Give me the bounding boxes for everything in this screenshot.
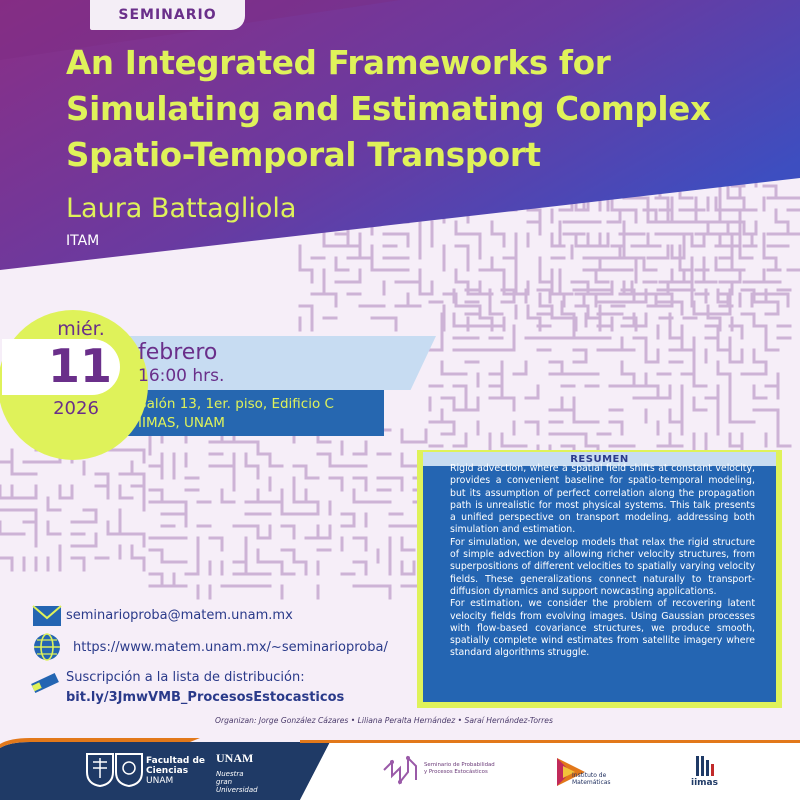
abstract-paragraph: Rigid advection, where a spatial field shifts at constant velocity, provides a convenient baseline for spatio-temporal modeling, but its assumption of perfect correlation along the propagation path is unrealistic for most physical systems. This talk presents a unified perspective on transport modeling, addressing both simulation and estimation.: [450, 463, 755, 536]
fc-logo: [146, 756, 205, 786]
seminar-logo-icon: [380, 750, 424, 790]
logo-text-line: Ciencias: [146, 766, 189, 776]
unam-logo: UNAM: [216, 751, 254, 765]
logo-text-line: Seminario de Probabilidad: [424, 762, 495, 768]
venue-room: Salón 13, 1er. piso, Edificio C: [138, 396, 334, 412]
iimas-logo: iimas: [691, 778, 718, 788]
pencil-icon: [28, 668, 64, 698]
year: 2026: [53, 398, 99, 419]
weekday: miér.: [57, 318, 105, 340]
abstract-paragraph: For estimation, we consider the problem of recovering latent velocity fields from evolving images. Using Gaussian processes with flow-based covariance structures, we produce smooth, spatially complete wind estimates from satellite imagery where standard algorithms struggle.: [450, 598, 755, 659]
subscription-link[interactable]: bit.ly/3JmwVMB_ProcesosEstocasticos: [66, 690, 345, 705]
seminar-tag: SEMINARIO: [90, 0, 245, 30]
logo-text-line: y Procesos Estocásticos: [424, 768, 488, 775]
abstract-text: [450, 463, 755, 660]
title-line: An Integrated Frameworks for: [66, 44, 611, 82]
logo-text-line: Facultad de: [146, 756, 206, 766]
globe-icon: [32, 632, 62, 662]
unam-motto: Nuestra gran Universidad: [216, 770, 258, 794]
day-number: 11: [47, 339, 112, 393]
email-icon: [32, 604, 62, 628]
logo-text-line: Matemáticas: [572, 779, 611, 786]
time: 16:00 hrs.: [138, 366, 225, 386]
venue-institute: IIMAS, UNAM: [138, 415, 225, 431]
month: febrero: [138, 340, 218, 365]
seminar-logo: [424, 762, 495, 775]
email-link[interactable]: seminarioproba@matem.unam.mx: [66, 608, 293, 623]
unam-shield-icon: [85, 752, 115, 788]
subscription-label: Suscripción a la lista de distribución:: [66, 670, 305, 685]
organizers: Organizan: Jorge González Cázares • Liliana Peralta Hernández • Saraí Hernández-Torres: [215, 716, 553, 725]
title-line: Simulating and Estimating Complex: [66, 90, 711, 128]
fc-shield-icon: [114, 752, 144, 788]
iimas-logo-icon: [694, 752, 718, 778]
website-link[interactable]: https://www.matem.unam.mx/~seminarioproba/: [73, 640, 388, 655]
title-line: Spatio-Temporal Transport: [66, 136, 541, 174]
logo-text-line: Instituto de: [572, 772, 607, 779]
im-logo: [572, 772, 611, 786]
talk-title: [66, 40, 786, 178]
abstract-heading: RESUMEN: [423, 452, 776, 466]
speaker-name: Laura Battagliola: [66, 193, 297, 224]
logo-text-line: UNAM: [146, 776, 174, 786]
abstract-paragraph: For simulation, we develop models that relax the rigid structure of simple advection by allowing richer velocity structures, from superpositions of different velocities to spatially varying velocity fields. These generalizations connect naturally to transport-diffusion dynamics and support nowcasting applications.: [450, 536, 755, 597]
speaker-affiliation: ITAM: [66, 233, 100, 249]
